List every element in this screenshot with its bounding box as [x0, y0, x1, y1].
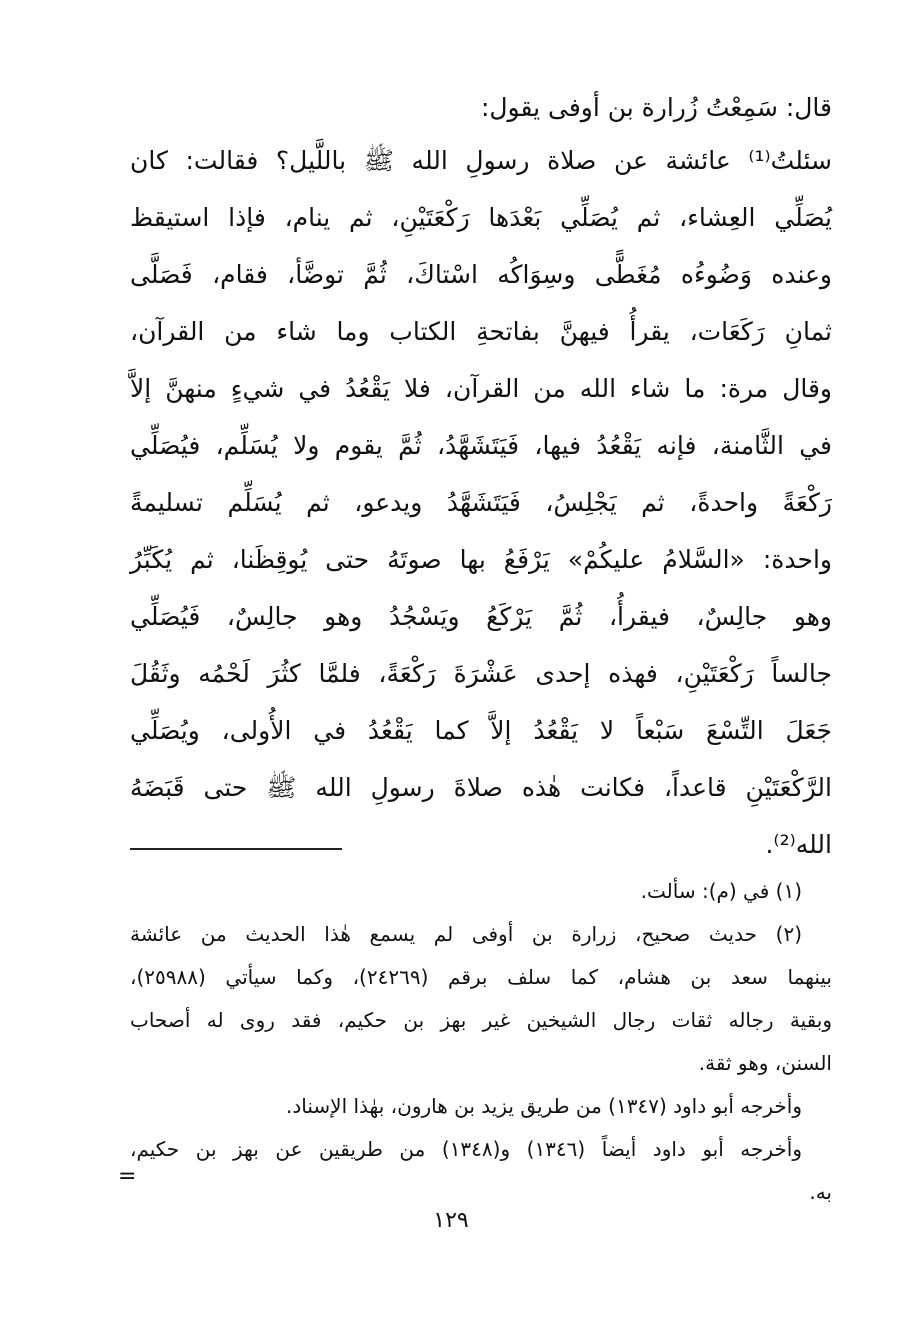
- body-line: يُصَلِّي العِشاء، ثم يُصَلِّي بَعْدَها رَكْعَتَيْنِ، ثم ينام، فإذا استيقظ: [130, 203, 832, 232]
- body-line: وعنده وَضُوءُه مُغَطًّى وسِوَاكُه اسْتاكَ، ثُمَّ توضَّأ، فقام، فَصَلَّى: [130, 260, 832, 289]
- main-text: [130, 84, 832, 873]
- body-line: جالساً رَكْعَتَيْنِ، فهذه إحدى عَشْرَةَ رَكْعَةً، فلمَّا كثُرَ لَحْمُه وثَقُلَ: [130, 659, 832, 688]
- footnote-line: (١) في (م): سألت.: [640, 879, 802, 903]
- footnote-line: وبقية رجاله ثقات رجال الشيخين غير بهز بن حكيم، فقد روى له أصحاب: [130, 1008, 832, 1032]
- continuation-mark: =: [118, 1164, 137, 1189]
- body-line: الله⁽²⁾.: [765, 830, 832, 859]
- footnote-line: به.: [809, 1180, 832, 1204]
- body-line: وهو جالِسٌ، فيقرأُ، ثُمَّ يَرْكَعُ ويَسْجُدُ وهو جالِسٌ، فَيُصَلِّي: [130, 602, 832, 631]
- page-number: ١٢٩: [433, 1208, 469, 1233]
- body-line: وقال مرة: ما شاء الله من القرآن، فلا يَقْعُدُ في شيءٍ منهنَّ إلاَّ: [130, 374, 832, 403]
- footnote-line: (٢) حديث صحيح، زرارة بن أوفى لم يسمع هٰذا الحديث من عائشة: [130, 922, 802, 946]
- body-line: ثمانِ رَكَعَات، يقرأُ فيهنَّ بفاتحةِ الكتاب وما شاء من القرآن،: [130, 317, 832, 346]
- body-line: في الثَّامنة، فإنه يَقْعُدُ فيها، فَيَتَشَهَّدُ، ثُمَّ يقوم ولا يُسَلِّم، فيُصَلِّي: [130, 431, 832, 460]
- footnote-line: وأخرجه أبو داود (١٣٤٧) من طريق يزيد بن هارون، بهٰذا الإسناد.: [286, 1094, 802, 1118]
- body-line: رَكْعَةً واحدةً، ثم يَجْلِسُ، فَيَتَشَهَّدُ ويدعو، ثم يُسَلِّم تسليمةً: [130, 488, 832, 517]
- footnote-separator: [130, 848, 342, 850]
- footnote-line: وأخرجه أبو داود أيضاً (١٣٤٦) و(١٣٤٨) من طريقين عن بهز بن حكيم،: [130, 1137, 802, 1161]
- footnote-line: بينهما سعد بن هشام، كما سلف برقم (٢٤٢٦٩)، وكما سيأتي (٢٥٩٨٨)،: [130, 965, 832, 989]
- footnotes: [130, 870, 832, 1214]
- footnote-line: السنن، وهو ثقة.: [698, 1051, 832, 1075]
- body-line: جَعَلَ التِّسْعَ سَبْعاً لا يَقْعُدُ إلاَّ كما يَقْعُدُ في الأُولى، ويُصَلِّي: [130, 716, 832, 745]
- body-line: الرَّكْعَتَيْنِ قاعداً، فكانت هٰذه صلاةَ رسولِ الله ﷺ حتى قَبَضَهُ: [130, 773, 832, 802]
- intro-line: قال: سَمِعْتُ زُرارة بن أوفى يقول:: [480, 93, 832, 122]
- body-line: واحدة: «السَّلامُ عليكُمْ» يَرْفَعُ بها صوتَهُ حتى يُوقِظَنا، ثم يُكَبِّرُ: [130, 545, 832, 574]
- body-line: سئلتُ⁽¹⁾ عائشة عن صلاة رسولِ الله ﷺ باللَّيل؟ فقالت: كان: [130, 146, 832, 175]
